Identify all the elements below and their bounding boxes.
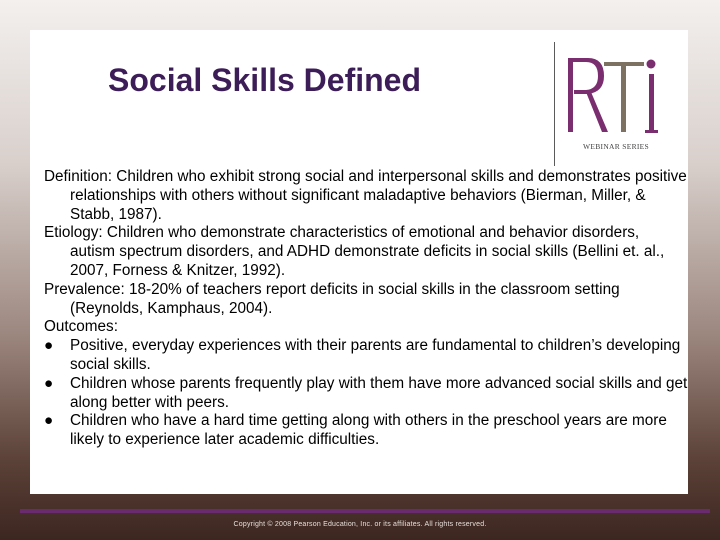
etiology-paragraph [44, 224, 688, 280]
prevalence-paragraph [44, 281, 688, 319]
outcome-bullet [44, 412, 688, 450]
etiology-text: : Children who demonstrate characteristics of emotional and behavior disorders, autism spectrum disorders, and ADHD demonstrate deficits in social skills (Bellini et. al., 2007, Forness & Knitzer, 1992). [70, 224, 665, 279]
title-divider [554, 42, 555, 166]
outcome-bullet [44, 337, 688, 375]
logo-letter-t [604, 62, 644, 132]
outcomes-label: Outcomes [44, 318, 114, 336]
logo-subtitle: WEBINAR SERIES [582, 142, 650, 151]
outcome-text: Children whose parents frequently play with them have more advanced social skills and get along better with peers. [70, 374, 688, 411]
slide-body [44, 168, 688, 450]
definition-text: : Children who exhibit strong social and interpersonal skills and demonstrates positive relationships with others without significant maladaptive behaviors (Bierman, Miller, & Stabb, 1987). [70, 168, 687, 223]
slide-title: Social Skills Defined [108, 62, 421, 98]
outcome-text: Children who have a hard time getting along with others in the preschool years are more likely to experience later academic difficulties. [70, 412, 667, 449]
bullet-icon: ● [44, 374, 54, 392]
outcome-text: Positive, everyday experiences with their parents are fundamental to children’s developing social skills. [70, 337, 681, 373]
outcomes-colon: : [113, 318, 118, 336]
footer-divider [20, 509, 710, 513]
prevalence-label: Prevalence [44, 280, 121, 298]
copyright-notice: Copyright © 2008 Pearson Education, Inc. or its affiliates. All rights reserved. [233, 521, 487, 528]
bullet-icon: ● [44, 337, 54, 355]
logo-letter-r [568, 58, 608, 132]
outcomes-heading [44, 318, 688, 337]
etiology-label: Etiology [44, 224, 99, 242]
rti-logo [564, 52, 668, 164]
outcome-bullet [44, 375, 688, 413]
bullet-icon: ● [44, 412, 54, 430]
logo-letter-i [645, 60, 658, 134]
prevalence-text: : 18-20% of teachers report deficits in social skills in the classroom setting (Reynolds, Kamphaus, 2004). [70, 280, 620, 317]
slide [30, 30, 688, 494]
definition-label: Definition [44, 168, 108, 185]
definition-paragraph [44, 168, 688, 224]
